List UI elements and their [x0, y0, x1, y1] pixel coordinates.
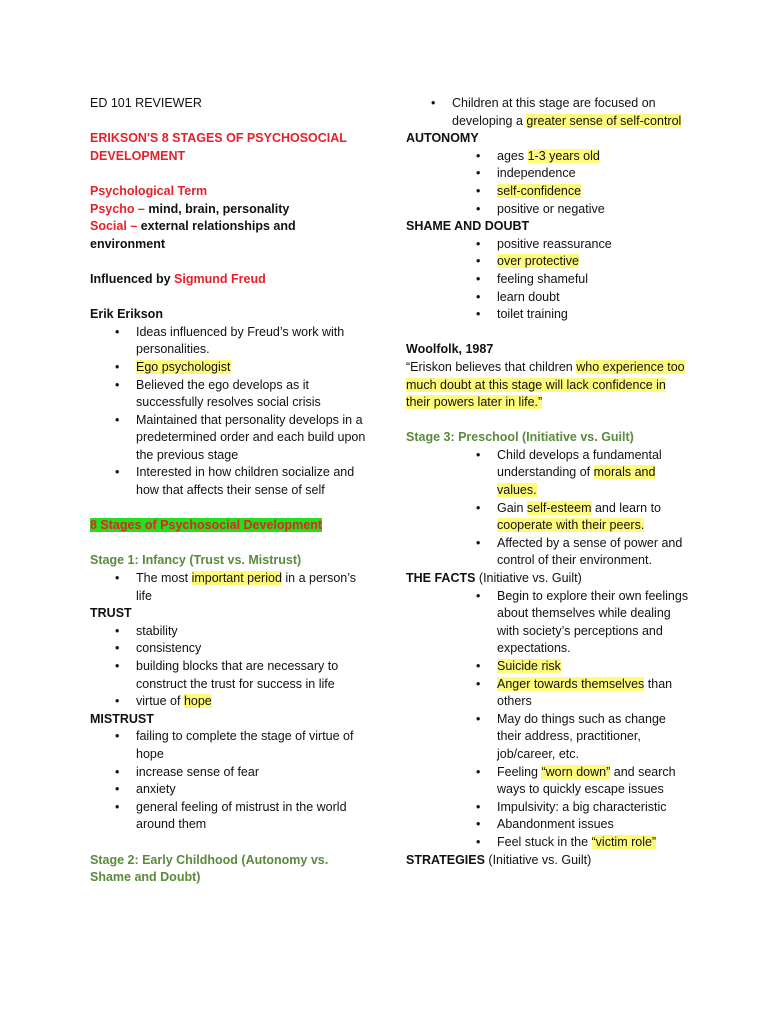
erik-list — [90, 324, 370, 500]
list-item: • feeling shameful — [406, 271, 691, 289]
social-term: Social – — [90, 219, 138, 234]
list-item — [90, 570, 370, 605]
trust-label: TRUST — [90, 606, 132, 621]
highlight: Anger towards themselves — [497, 676, 645, 691]
highlight: self-confidence — [497, 183, 582, 198]
social-line — [90, 218, 370, 253]
list-item — [406, 764, 691, 799]
facts-suffix: (Initiative vs. Guilt) — [475, 571, 582, 586]
erik-heading: Erik Erikson — [90, 307, 163, 322]
list-item — [406, 658, 691, 676]
facts-list — [406, 588, 691, 852]
text: Feel stuck in the — [497, 834, 592, 849]
list-item: • May do things such as change their address, practitioner, job/career, etc. — [406, 711, 691, 764]
psycho-line — [90, 201, 370, 219]
highlight: who experience too much doubt at this stage will lack confidence in their powers later in life.” — [406, 359, 685, 410]
facts-label: THE FACTS — [406, 571, 476, 586]
text: The most — [136, 571, 192, 586]
list-item: • independence — [406, 165, 691, 183]
strategies-suffix: (Initiative vs. Guilt) — [484, 852, 592, 867]
psycho-term: Psycho – — [90, 201, 145, 216]
list-item: • stability — [90, 623, 370, 641]
trust-list — [90, 623, 370, 711]
woolfolk-quote — [406, 359, 691, 412]
list-item: • failing to complete the stage of virtue of hope — [90, 728, 370, 763]
list-item — [406, 500, 691, 535]
highlight: Suicide risk — [497, 659, 561, 673]
stage2-title: Stage 2: Early Childhood (Autonomy vs. Shame and Doubt) — [90, 852, 329, 885]
influenced-name: Sigmund Freud — [174, 271, 266, 286]
strategies-line — [406, 852, 691, 870]
left-column — [90, 95, 370, 887]
list-item: • building blocks that are necessary to construct the trust for success in life — [90, 658, 370, 693]
autonomy-label: AUTONOMY — [406, 131, 479, 146]
list-item — [406, 183, 691, 201]
text: than others — [497, 676, 673, 709]
highlight: important period — [191, 571, 282, 586]
stage3-list — [406, 447, 691, 570]
highlight: over protective — [497, 254, 579, 269]
psycho-def: mind, brain, personality — [144, 201, 290, 216]
list-item — [406, 253, 691, 271]
list-item — [406, 148, 691, 166]
right-column — [406, 95, 691, 869]
shame-list — [406, 236, 691, 324]
text: and learn to — [591, 500, 661, 515]
woolfolk-label: Woolfolk, 1987 — [406, 342, 494, 357]
list-item: • anxiety — [90, 781, 370, 799]
text: “Eriskon believes that children — [406, 359, 577, 374]
list-item: • Ideas influenced by Freud’s work with personalities. — [90, 324, 370, 359]
highlight: “victim role” — [591, 834, 657, 849]
social-def: external relationships and environment — [90, 219, 296, 251]
list-item — [406, 447, 691, 500]
list-item: • toilet training — [406, 306, 691, 324]
highlight: greater sense of self-control — [526, 113, 682, 128]
list-item: • positive reassurance — [406, 236, 691, 254]
influenced-prefix: Influenced by — [90, 271, 175, 286]
stages-heading: 8 Stages of Psychosocial Development — [90, 518, 323, 533]
stage3-title: Stage 3: Preschool (Initiative vs. Guilt) — [406, 430, 634, 445]
list-item: • learn doubt — [406, 289, 691, 307]
list-item: • Begin to explore their own feelings about themselves while dealing with society’s perceptions and expectations. — [406, 588, 691, 658]
highlight: 1-3 years old — [527, 148, 600, 163]
highlight: “worn down” — [541, 764, 611, 779]
text: Gain — [497, 500, 527, 515]
list-item: • general feeling of mistrust in the world around them — [90, 799, 370, 834]
text: Children at this stage are focused on developing a — [452, 96, 656, 128]
mistrust-label: MISTRUST — [90, 711, 154, 726]
highlight: cooperate with their peers. — [497, 518, 645, 533]
highlight: Ego psychologist — [136, 359, 231, 374]
autonomy-list — [406, 148, 691, 218]
list-item: • increase sense of fear — [90, 764, 370, 782]
list-item: • Affected by a sense of power and control of their environment. — [406, 535, 691, 570]
text: Child develops a fundamental understanding of — [497, 447, 662, 480]
shame-label: SHAME AND DOUBT — [406, 219, 530, 234]
list-item — [406, 95, 691, 130]
text: ages — [497, 148, 528, 163]
highlight: morals and values. — [497, 465, 656, 498]
document-title: ED 101 REVIEWER — [90, 96, 202, 110]
list-item — [90, 693, 370, 711]
list-item: • consistency — [90, 640, 370, 658]
list-item: • Believed the ego develops as it successfully resolves social crisis — [90, 377, 370, 412]
text: virtue of — [136, 694, 184, 709]
psych-term-label: Psychological Term — [90, 183, 208, 198]
list-item — [90, 359, 370, 377]
text: and search ways to quickly escape issues — [497, 764, 676, 797]
strategies-label: STRATEGIES — [406, 852, 485, 867]
mistrust-list — [90, 728, 370, 834]
facts-line — [406, 570, 691, 588]
list-item — [406, 676, 691, 711]
stage1-title: Stage 1: Infancy (Trust vs. Mistrust) — [90, 553, 302, 568]
stages-heading-line — [90, 517, 370, 535]
highlight: hope — [183, 694, 212, 709]
stage1-list — [90, 570, 370, 605]
list-item: • positive or negative — [406, 201, 691, 219]
main-heading: ERIKSON'S 8 STAGES OF PSYCHOSOCIAL DEVELOPMENT — [90, 131, 347, 163]
text: in a person’s life — [136, 571, 357, 603]
list-item: • Abandonment issues — [406, 816, 691, 834]
text: Feeling — [497, 764, 542, 779]
highlight: self-esteem — [526, 500, 592, 515]
list-item: • Maintained that personality develops in a predetermined order and each build upon the previous stage — [90, 412, 370, 465]
stage2-list — [406, 95, 691, 130]
list-item — [406, 834, 691, 852]
list-item: • Interested in how children socialize and how that affects their sense of self — [90, 464, 370, 499]
influenced-line — [90, 271, 370, 289]
list-item: • Impulsivity: a big characteristic — [406, 799, 691, 817]
